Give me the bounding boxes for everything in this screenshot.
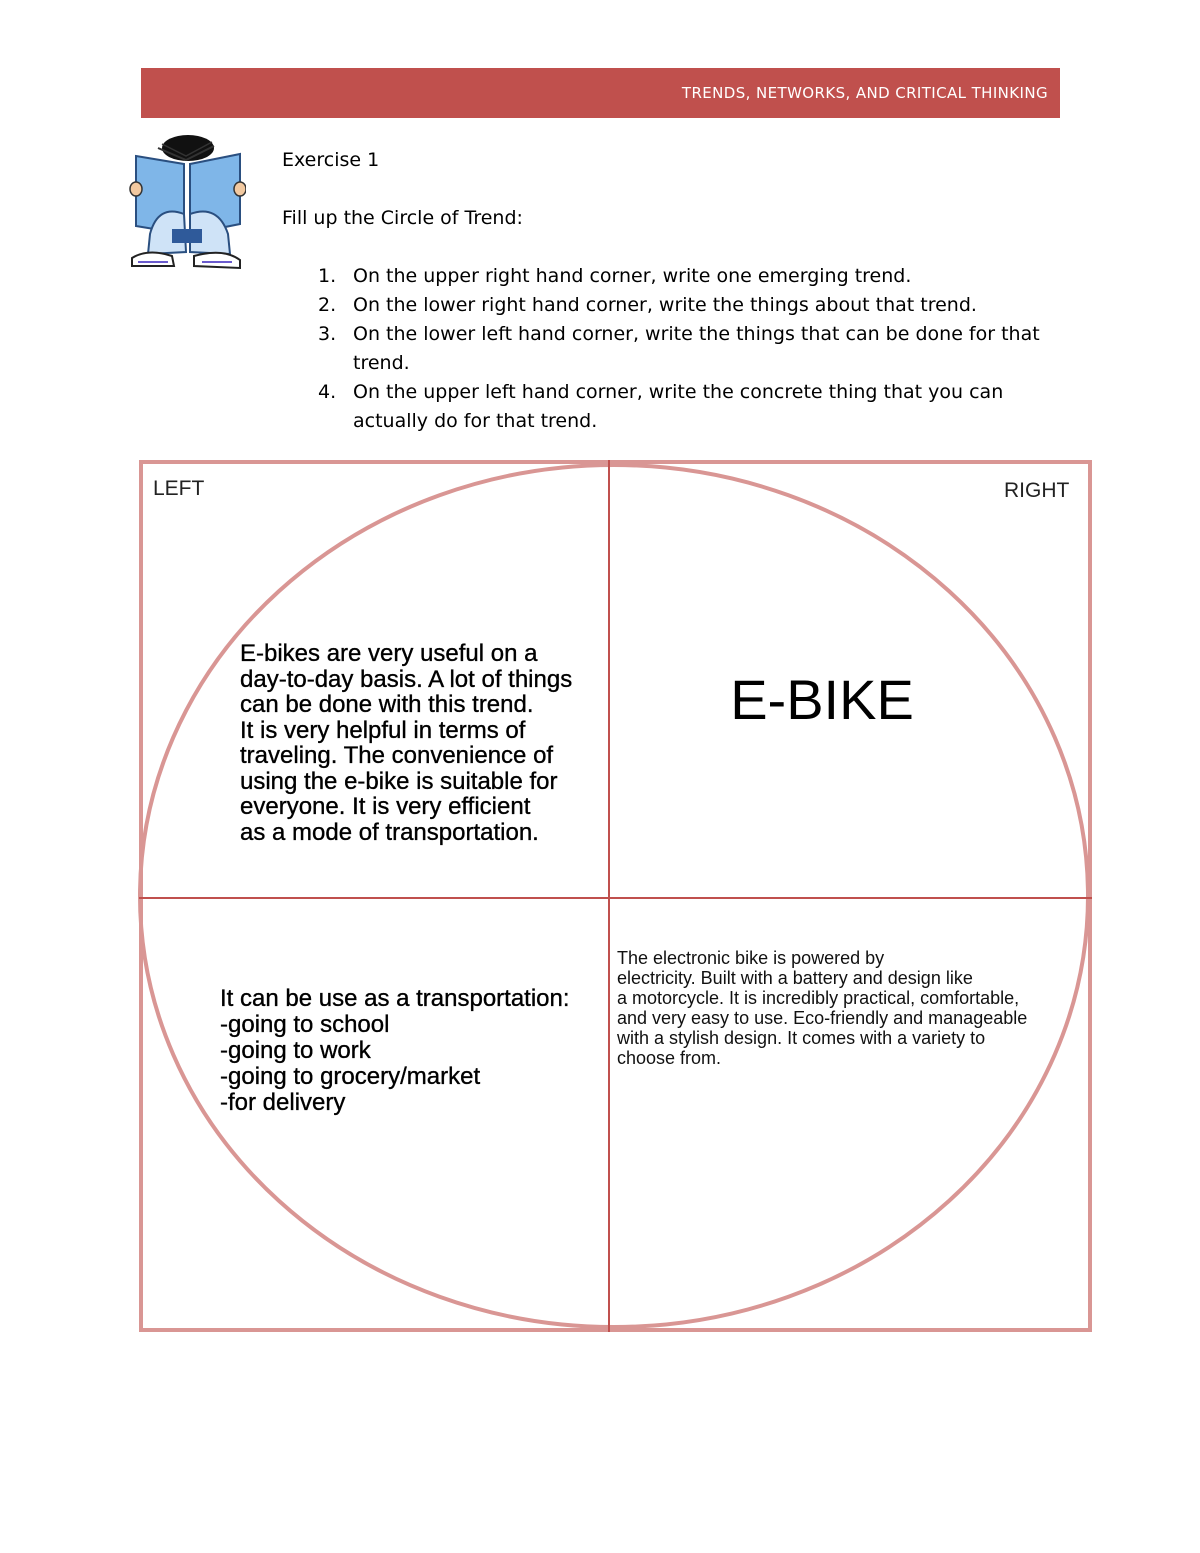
text-line: using the e-bike is suitable for — [240, 767, 558, 795]
list-item — [282, 378, 1062, 436]
step-number: 2. — [318, 294, 337, 316]
text-line: day-to-day basis. A lot of things — [240, 665, 573, 693]
text-line: E-bikes are very useful on a — [240, 640, 538, 667]
upper-left-quadrant-text — [240, 641, 605, 845]
text-line: with a stylish design. It comes with a variety to — [617, 1028, 986, 1048]
header-band — [141, 68, 1060, 118]
trend-circle — [140, 465, 1088, 1327]
exercise-title: Exercise 1 — [282, 149, 380, 171]
text-line: everyone. It is very efficient — [240, 793, 531, 820]
upper-right-quadrant-trend: E-BIKE — [730, 668, 914, 731]
child-reading-book-illustration-icon — [128, 134, 246, 272]
text-line: It can be use as a transportation: — [220, 985, 570, 1012]
text-line: as a mode of transportation. — [240, 818, 539, 846]
lower-right-quadrant-text — [617, 948, 1077, 1068]
step-text: On the lower left hand corner, write the things that can be done for that trend. — [353, 323, 1040, 374]
instruction-list — [282, 262, 1062, 436]
text-line: -going to grocery/market — [220, 1063, 481, 1090]
right-label: RIGHT — [1004, 479, 1070, 502]
diagram-frame — [141, 462, 1090, 1330]
text-line: -going to work — [220, 1037, 371, 1064]
text-line: traveling. The convenience of — [240, 742, 554, 769]
step-number: 1. — [318, 265, 337, 287]
left-label: LEFT — [153, 477, 205, 500]
text-line: -for delivery — [220, 1089, 346, 1116]
step-text: On the upper left hand corner, write the concrete thing that you can actually do for that trend. — [353, 381, 1004, 432]
text-line: The electronic bike is powered by — [617, 948, 885, 968]
step-number: 3. — [318, 323, 337, 345]
step-text: On the lower right hand corner, write the things about that trend. — [353, 294, 977, 316]
text-line: a motorcycle. It is incredibly practical, comfortable, — [617, 988, 1020, 1008]
text-line: electricity. Built with a battery and design like — [617, 968, 973, 988]
exercise-instructions — [282, 146, 1062, 436]
step-number: 4. — [318, 381, 337, 403]
list-item — [282, 262, 1062, 291]
step-text: On the upper right hand corner, write one emerging trend. — [353, 265, 912, 287]
list-item — [282, 291, 1062, 320]
text-line: -going to school — [220, 1011, 390, 1038]
exercise-intro: Fill up the Circle of Trend: — [282, 207, 523, 229]
text-line: and very easy to use. Eco-friendly and manageable — [617, 1008, 1028, 1028]
lower-left-quadrant-text — [220, 986, 605, 1116]
list-item — [282, 320, 1062, 378]
text-line: choose from. — [617, 1048, 722, 1068]
text-line: can be done with this trend. — [240, 691, 534, 718]
header-title: TRENDS, NETWORKS, AND CRITICAL THINKING — [681, 84, 1048, 102]
text-line: It is very helpful in terms of — [240, 716, 526, 744]
